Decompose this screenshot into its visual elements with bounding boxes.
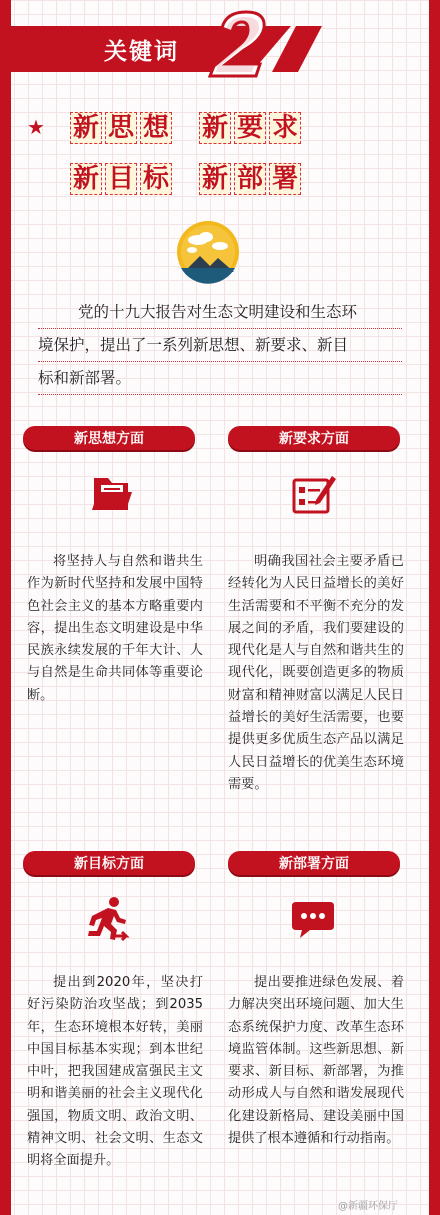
keyword-character: 新 xyxy=(199,112,231,144)
left-red-border xyxy=(0,0,11,1215)
section-header-new-thought: 新思想方面 xyxy=(23,426,195,450)
keyword-new-deployment xyxy=(199,163,304,195)
right-red-border xyxy=(429,0,440,1215)
keyword-new-goal xyxy=(70,163,175,195)
keyword-character: 目 xyxy=(105,163,137,195)
section-header-new-deployment: 新部署方面 xyxy=(228,851,400,875)
keyword-row-2 xyxy=(70,163,328,195)
number-two-icon xyxy=(204,4,278,82)
checklist-pen-icon xyxy=(290,470,336,516)
banner-title: 关键词 xyxy=(104,39,179,65)
watermark: @新疆环保厅 xyxy=(338,1201,398,1212)
landscape-medallion-icon xyxy=(176,220,240,284)
intro-line: 境保护，提出了一系列新思想、新要求、新目 xyxy=(38,329,402,362)
running-exit-icon xyxy=(84,896,130,942)
section-header-new-goal: 新目标方面 xyxy=(23,851,195,875)
section-header-new-requirement: 新要求方面 xyxy=(228,426,400,450)
keyword-character: 求 xyxy=(269,112,301,144)
section-text-new-goal: 提出到2020年，坚决打好污染防治攻坚战；到2035年，生态环境根本好转，美丽中国目标基本实现；到本世纪中叶，把我国建成富强民主文明和谐美丽的社会主义现代化强国，物质文明、政治文明、精神文明、社会文明、生态文明将全面提升。 xyxy=(27,975,203,1169)
keyword-character: 新 xyxy=(70,163,102,195)
star-icon: ★ xyxy=(27,115,45,139)
keyword-character: 想 xyxy=(140,112,172,144)
section-text-new-thought: 将坚持人与自然和谐共生作为新时代坚持和发展中国特色社会主义的基本方略重要内容，提出生态文明建设是中华民族永续发展的千年大计、人与自然是生命共同体等重要论断。 xyxy=(27,554,203,703)
keyword-new-thought xyxy=(70,112,175,144)
intro-line: 标和新部署。 xyxy=(38,362,402,395)
folder-icon xyxy=(88,470,134,516)
keyword-row-1 xyxy=(70,112,328,144)
keyword-character: 要 xyxy=(234,112,266,144)
section-text-new-requirement: 明确我国社会主要矛盾已经转化为人民日益增长的美好生活需要和不平衡不充分的发展之间的矛盾，我们要建设的现代化是人与自然和谐共生的现代化，既要创造更多的物质财富和精神财富以满足人民日益增长的美好生活需要，也要提供更多优质生态产品以满足人民日益增长的优美生态环境需要。 xyxy=(228,554,404,792)
keyword-character: 新 xyxy=(70,112,102,144)
intro-paragraph xyxy=(38,296,402,395)
section-text-new-deployment: 提出要推进绿色发展、着力解决突出环境问题、加大生态系统保护力度、改革生态环境监管体制。这些新思想、新要求、新目标、新部署，为推动形成人与自然和谐发展现代化建设新格局、建设美丽中国提供了根本遵循和行动指南。 xyxy=(228,975,404,1147)
keyword-character: 署 xyxy=(269,163,301,195)
keyword-character: 部 xyxy=(234,163,266,195)
intro-line: 党的十九大报告对生态文明建设和生态环 xyxy=(38,296,402,329)
speech-bubble-icon xyxy=(290,896,336,942)
keyword-character: 思 xyxy=(105,112,137,144)
keyword-character: 新 xyxy=(199,163,231,195)
keyword-new-requirement xyxy=(199,112,304,144)
keyword-character: 标 xyxy=(140,163,172,195)
